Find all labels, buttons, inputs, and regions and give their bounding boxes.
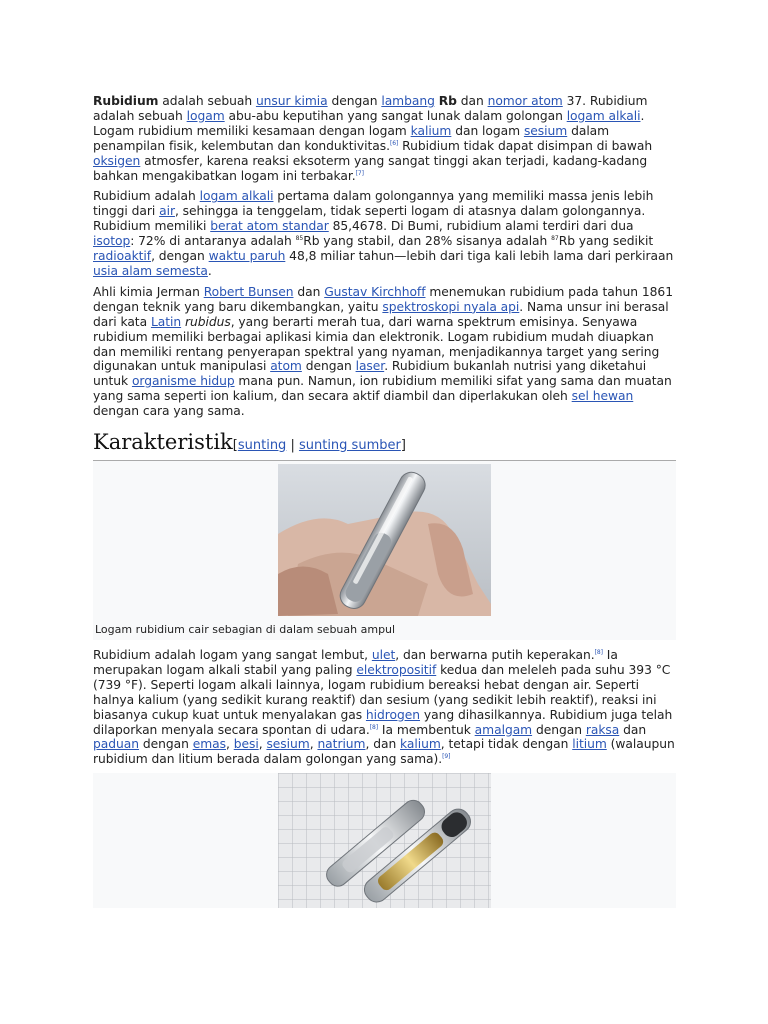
link-paduan[interactable]: paduan	[93, 737, 139, 752]
text: abu-abu keputihan yang sangat lunak dalam golongan	[224, 108, 567, 123]
reference-link[interactable]: [9]	[442, 753, 451, 761]
ampoule-photo[interactable]	[278, 464, 491, 616]
link-lambang[interactable]: lambang	[381, 94, 435, 108]
text: dengan	[532, 722, 586, 737]
reference-link[interactable]: [7]	[355, 169, 364, 177]
reference-link[interactable]: [6]	[389, 139, 399, 147]
separator: |	[286, 438, 299, 454]
link-berat-atom-standar[interactable]: berat atom standar	[210, 219, 329, 234]
text: , yang berarti merah tua, dari warna spektrum emisinya. Senyawa rubidium memiliki berbagai aplikasi kimia dan elektronik. Logam rubidium mudah diuapkan dan memiliki rentang penyerapan spektral yang nyaman, menjadikannya target yang sering digunakan untuk manipulasi	[93, 314, 660, 374]
link-ulet[interactable]: ulet	[371, 648, 396, 663]
text: Rb yang stabil, dan 28% sisanya adalah	[303, 234, 552, 249]
link-logam-alkali[interactable]: logam alkali	[199, 189, 274, 204]
link-laser[interactable]: laser	[355, 359, 385, 374]
symbol-bold: Rb	[438, 94, 457, 108]
text: , sehingga ia tenggelam, tidak seperti logam di atasnya dalam golongannya. Rubidium memiliki	[93, 204, 646, 234]
link-natrium[interactable]: natrium	[317, 737, 366, 752]
text: ,	[226, 737, 234, 752]
link-litium[interactable]: litium	[572, 737, 607, 752]
link-kalium[interactable]: kalium	[410, 123, 452, 138]
text: Ia membentuk	[378, 722, 475, 737]
text: Rubidium tidak dapat disimpan di bawah	[398, 138, 653, 153]
text: ,	[309, 737, 318, 752]
text: Ahli kimia Jerman	[93, 284, 204, 299]
paragraph-4	[93, 648, 676, 767]
link-raksa[interactable]: raksa	[585, 722, 620, 737]
latin-word: rubidus	[184, 314, 231, 329]
text: 48,8 miliar tahun—lebih dari tiga kali lebih lama dari perkiraan	[285, 249, 674, 264]
text: ,	[258, 737, 267, 752]
link-logam-alkali[interactable]: logam alkali	[566, 108, 641, 123]
link-sesium[interactable]: sesium	[523, 123, 568, 138]
text: 85,4678. Di Bumi, rubidium alami terdiri dari dua	[328, 219, 634, 234]
figure-ampoules-grid	[93, 773, 676, 908]
link-atom[interactable]: atom	[270, 359, 302, 374]
link-emas[interactable]: emas	[192, 737, 226, 752]
figure-ampoule	[93, 461, 676, 640]
link-spektroskopi-nyala-api[interactable]: spektroskopi nyala api	[382, 299, 520, 314]
paragraph-3	[93, 285, 676, 419]
section-heading	[93, 429, 676, 461]
text: menemukan rubidium pada tahun 1861 dengan teknik yang baru dikembangkan, yaitu	[93, 284, 673, 314]
link-unsur-kimia[interactable]: unsur kimia	[255, 94, 328, 108]
link-usia-alam-semesta[interactable]: usia alam semesta	[93, 263, 208, 278]
link-logam[interactable]: logam	[186, 108, 225, 123]
link-isotop[interactable]: isotop	[93, 234, 131, 249]
text: atmosfer, karena reaksi eksoterm yang sangat tinggi akan terjadi, kadang-kadang bahkan mengakibatkan logam ini terbakar.	[93, 153, 648, 183]
text: Rubidium adalah logam yang sangat lembut,	[93, 648, 372, 663]
link-gustav-kirchhoff[interactable]: Gustav Kirchhoff	[324, 284, 426, 299]
reference-link[interactable]: [8]	[369, 723, 379, 731]
link-robert-bunsen[interactable]: Robert Bunsen	[203, 284, 294, 299]
text: , dan	[365, 737, 401, 752]
link-latin[interactable]: Latin	[150, 314, 182, 329]
text: .	[207, 263, 212, 278]
text: (walaupun rubidium dan litium berada dalam golongan yang sama).	[93, 737, 675, 767]
text: Ia merupakan logam alkali stabil yang paling	[93, 648, 618, 677]
link-nomor-atom[interactable]: nomor atom	[487, 94, 563, 108]
link-kalium[interactable]: kalium	[400, 737, 441, 752]
text: , dan berwarna putih keperakan.	[395, 648, 595, 663]
link-elektropositif[interactable]: elektropositif	[356, 662, 437, 677]
edit-source-link[interactable]: sunting sumber	[298, 438, 401, 454]
text: dalam penampilan fisik, kelembutan dan konduktivitas.	[93, 123, 610, 153]
link-sesium[interactable]: sesium	[266, 737, 310, 752]
text: yang dihasilkannya. Rubidium juga telah dilaporkan menyala secara spontan di udara.	[93, 707, 673, 737]
text: dengan	[138, 737, 193, 752]
text: mana pun. Namun, ion rubidium memiliki sifat yang sama dan muatan yang sama seperti ion kalium, dan secara aktif diambil dan diperlakukan oleh	[93, 374, 672, 404]
text: adalah sebuah	[158, 94, 256, 108]
text: 37. Rubidium adalah sebuah	[93, 94, 648, 123]
text: dengan cara yang sama.	[93, 404, 245, 419]
text: dan	[293, 284, 325, 299]
text: . Nama unsur ini berasal dari kata	[93, 299, 669, 329]
link-hidrogen[interactable]: hidrogen	[365, 707, 421, 722]
isotope-mass-number: 85	[295, 235, 304, 243]
edit-links	[233, 438, 406, 453]
link-organisme-hidup[interactable]: organisme hidup	[131, 374, 235, 389]
bracket: [	[232, 438, 238, 454]
text: . Rubidium bukanlah nutrisi yang diketahui untuk	[93, 359, 647, 389]
text: kedua dan meleleh pada suhu 393 °C (739 °F). Seperti logam alkali lainnya, logam rubidium bereaksi hebat dengan air. Seperti halnya kalium (yang sedikit kurang reaktif) dan sesium (yang sedikit lebih reaktif), reaksi ini biasanya cukup kuat untuk menyalakan gas	[93, 662, 671, 722]
text: dengan	[301, 359, 356, 374]
text: dan	[456, 94, 488, 108]
link-radioaktif[interactable]: radioaktif	[93, 249, 152, 264]
link-sel-hewan[interactable]: sel hewan	[571, 389, 634, 404]
ampoules-photo[interactable]	[278, 773, 491, 908]
text: . Logam rubidium memiliki kesamaan dengan logam	[93, 108, 645, 138]
article-content	[93, 94, 676, 908]
text: , tetapi tidak dengan	[440, 737, 573, 752]
article-subject: Rubidium	[93, 94, 159, 108]
reference-link[interactable]: [8]	[594, 648, 603, 656]
text: dengan	[327, 94, 382, 108]
link-amalgam[interactable]: amalgam	[474, 722, 533, 737]
text: Rb yang sedikit	[558, 234, 654, 249]
bracket: ]	[400, 438, 406, 454]
text: , dengan	[151, 249, 209, 264]
link-besi[interactable]: besi	[233, 737, 259, 752]
text: dan logam	[451, 123, 524, 138]
text: dan	[619, 722, 647, 737]
paragraph-2	[93, 189, 676, 278]
text: Rubidium adalah	[93, 189, 200, 204]
edit-link[interactable]: sunting	[237, 438, 287, 454]
figure-caption: Logam rubidium cair sebagian di dalam sebuah ampul	[95, 623, 396, 637]
intro-paragraph	[93, 94, 676, 183]
text: pertama dalam golongannya yang memiliki massa jenis lebih tinggi dari	[93, 189, 654, 219]
section-title: Karakteristik	[93, 430, 233, 455]
link-oksigen[interactable]: oksigen	[93, 153, 141, 168]
link-waktu-paruh[interactable]: waktu paruh	[208, 249, 286, 264]
isotope-mass-number: 87	[551, 235, 559, 243]
text: : 72% di antaranya adalah	[130, 234, 296, 249]
link-air[interactable]: air	[159, 204, 175, 219]
